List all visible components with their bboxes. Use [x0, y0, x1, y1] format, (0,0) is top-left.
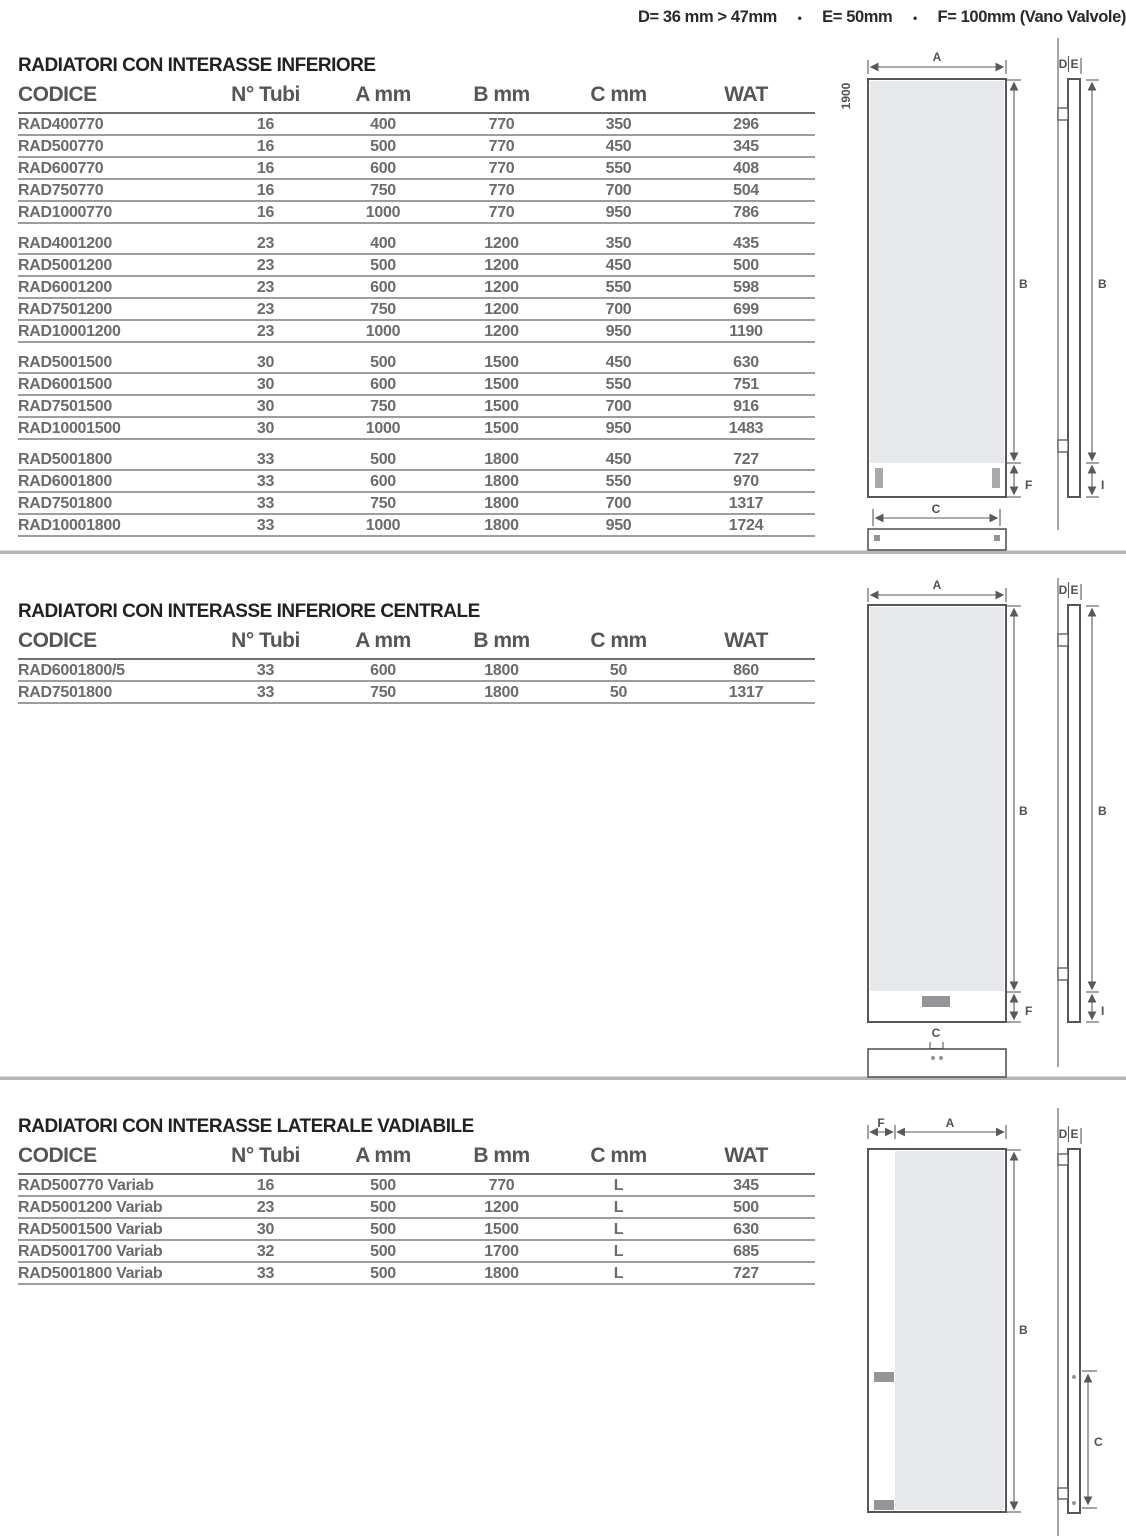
section-interasse-laterale-variabile — [18, 1117, 815, 1285]
cell-b: 1700 — [443, 1240, 560, 1262]
cell-wat: 504 — [677, 179, 815, 201]
col-codice: CODICE — [18, 629, 208, 659]
col-codice: CODICE — [18, 1144, 208, 1174]
cell-codice: RAD7501800 — [18, 681, 208, 703]
cell-tubi: 16 — [208, 113, 323, 135]
cell-c: 550 — [560, 373, 677, 395]
cell-codice: RAD5001500 — [18, 342, 208, 373]
cell-wat: 786 — [677, 201, 815, 223]
cell-b: 1200 — [443, 298, 560, 320]
cell-c: L — [560, 1218, 677, 1240]
section-interasse-inferiore-centrale — [18, 602, 815, 704]
cell-tubi: 30 — [208, 373, 323, 395]
table-row — [18, 276, 815, 298]
cell-c: 950 — [560, 320, 677, 342]
cell-wat: 860 — [677, 659, 815, 681]
height-label: 1900 — [839, 82, 853, 110]
cell-c: 700 — [560, 298, 677, 320]
cell-a: 500 — [323, 1218, 443, 1240]
dim-label-d: D — [1058, 583, 1068, 597]
legend-e: E= 50mm — [822, 8, 893, 26]
table-row — [18, 1240, 815, 1262]
cell-codice: RAD7501800 — [18, 492, 208, 514]
table-row — [18, 113, 815, 135]
cell-wat: 751 — [677, 373, 815, 395]
valve-connection-central — [922, 996, 950, 1007]
cell-c: 450 — [560, 254, 677, 276]
legend-f: F= 100mm (Vano Valvole) — [937, 8, 1126, 26]
cell-c: 950 — [560, 201, 677, 223]
cell-codice: RAD500770 — [18, 135, 208, 157]
cell-tubi: 33 — [208, 492, 323, 514]
cell-wat: 727 — [677, 439, 815, 470]
cell-c: 700 — [560, 492, 677, 514]
cell-c: 450 — [560, 135, 677, 157]
cell-tubi: 30 — [208, 1218, 323, 1240]
cell-wat: 1317 — [677, 681, 815, 703]
dim-label-a: A — [945, 1116, 955, 1130]
dim-label-b: B — [1019, 277, 1028, 291]
cell-wat: 685 — [677, 1240, 815, 1262]
cell-c: 700 — [560, 179, 677, 201]
cell-codice: RAD6001200 — [18, 276, 208, 298]
table-row — [18, 179, 815, 201]
cell-b: 1800 — [443, 1262, 560, 1284]
table-row — [18, 659, 815, 681]
side-view — [1058, 38, 1107, 530]
cell-b: 1500 — [443, 395, 560, 417]
cell-tubi: 23 — [208, 320, 323, 342]
cell-a: 500 — [323, 1240, 443, 1262]
table-row — [18, 492, 815, 514]
cell-a: 500 — [323, 254, 443, 276]
cell-codice: RAD1000770 — [18, 201, 208, 223]
cell-a: 750 — [323, 681, 443, 703]
legend-bullet-2: • — [913, 10, 917, 25]
cell-b: 1800 — [443, 439, 560, 470]
front-view — [839, 50, 1032, 550]
table-row — [18, 1196, 815, 1218]
cell-b: 1500 — [443, 1218, 560, 1240]
cell-tubi: 16 — [208, 1174, 323, 1196]
dim-label-b: B — [1019, 804, 1028, 818]
cell-c: 550 — [560, 470, 677, 492]
section-title: RADIATORI CON INTERASSE INFERIORE — [18, 55, 376, 76]
cell-codice: RAD10001500 — [18, 417, 208, 439]
dim-label-i: I — [1101, 478, 1105, 492]
col-b: B mm — [443, 83, 560, 113]
spec-table-laterale-variabile — [18, 1144, 815, 1285]
cell-wat: 296 — [677, 113, 815, 135]
cell-b: 1800 — [443, 492, 560, 514]
cell-tubi: 23 — [208, 223, 323, 254]
cell-wat: 630 — [677, 342, 815, 373]
dim-label-e: E — [1070, 583, 1079, 597]
cell-c: 350 — [560, 113, 677, 135]
cell-wat: 500 — [677, 254, 815, 276]
cell-b: 770 — [443, 157, 560, 179]
header-row — [18, 1144, 815, 1174]
cell-tubi: 33 — [208, 439, 323, 470]
dim-label-b-side: B — [1098, 277, 1107, 291]
cell-b: 1800 — [443, 514, 560, 536]
cell-c: L — [560, 1196, 677, 1218]
cell-codice: RAD6001800/5 — [18, 659, 208, 681]
cell-wat: 630 — [677, 1218, 815, 1240]
table-row — [18, 135, 815, 157]
legend-d: D= 36 mm > 47mm — [638, 8, 777, 26]
cell-codice: RAD750770 — [18, 179, 208, 201]
cell-a: 600 — [323, 470, 443, 492]
cell-c: 950 — [560, 417, 677, 439]
cell-c: 50 — [560, 659, 677, 681]
cell-b: 1200 — [443, 276, 560, 298]
cell-codice: RAD5001800 Variab — [18, 1262, 208, 1284]
col-wat: WAT — [677, 83, 815, 113]
dim-label-f: F — [877, 1116, 885, 1130]
cell-tubi: 16 — [208, 157, 323, 179]
cell-codice: RAD10001800 — [18, 514, 208, 536]
table-row — [18, 681, 815, 703]
cell-b: 1500 — [443, 342, 560, 373]
dim-label-d: D — [1058, 1127, 1068, 1141]
cell-c: 550 — [560, 276, 677, 298]
cell-c: L — [560, 1174, 677, 1196]
cell-c: 450 — [560, 439, 677, 470]
cell-codice: RAD400770 — [18, 113, 208, 135]
cell-wat: 598 — [677, 276, 815, 298]
table-row — [18, 342, 815, 373]
valve-connection-upper — [874, 1372, 894, 1382]
side-view — [1058, 578, 1107, 1067]
col-c: C mm — [560, 629, 677, 659]
cell-a: 750 — [323, 179, 443, 201]
col-wat: WAT — [677, 1144, 815, 1174]
table-row — [18, 223, 815, 254]
cell-b: 770 — [443, 1174, 560, 1196]
cell-a: 500 — [323, 439, 443, 470]
spec-table-inferiore-centrale — [18, 629, 815, 704]
cell-a: 500 — [323, 1262, 443, 1284]
cell-wat: 970 — [677, 470, 815, 492]
cell-a: 1000 — [323, 417, 443, 439]
cell-c: 350 — [560, 223, 677, 254]
legend-bullet-1: • — [797, 10, 802, 25]
cell-c: 550 — [560, 157, 677, 179]
cell-codice: RAD6001800 — [18, 470, 208, 492]
dim-label-e: E — [1070, 1127, 1079, 1141]
section-title: RADIATORI CON INTERASSE LATERALE VADIABILE — [18, 1116, 474, 1137]
top-view — [868, 529, 1006, 550]
col-b: B mm — [443, 629, 560, 659]
cell-wat: 1724 — [677, 514, 815, 536]
dim-label-i: I — [1101, 1004, 1105, 1018]
cell-b: 770 — [443, 113, 560, 135]
cell-tubi: 33 — [208, 659, 323, 681]
table-row — [18, 157, 815, 179]
cell-b: 1500 — [443, 373, 560, 395]
cell-b: 1200 — [443, 320, 560, 342]
cell-tubi: 23 — [208, 298, 323, 320]
cell-a: 500 — [323, 135, 443, 157]
cell-b: 1200 — [443, 223, 560, 254]
cell-codice: RAD5001200 Variab — [18, 1196, 208, 1218]
header-row — [18, 629, 815, 659]
col-c: C mm — [560, 83, 677, 113]
section-interasse-inferiore — [18, 56, 815, 537]
wall-bracket-bottom — [1058, 968, 1068, 980]
cell-b: 1800 — [443, 659, 560, 681]
dimension-legend — [638, 8, 1126, 27]
cell-a: 400 — [323, 223, 443, 254]
cell-tubi: 33 — [208, 470, 323, 492]
cell-b: 1500 — [443, 417, 560, 439]
cell-codice: RAD7501200 — [18, 298, 208, 320]
front-view — [868, 1116, 1028, 1512]
cell-b: 1800 — [443, 470, 560, 492]
valve-connection-left — [875, 468, 883, 488]
cell-tubi: 23 — [208, 276, 323, 298]
cell-tubi: 33 — [208, 681, 323, 703]
dim-label-f: F — [1025, 1004, 1033, 1018]
table-row — [18, 470, 815, 492]
cell-a: 750 — [323, 395, 443, 417]
col-codice: CODICE — [18, 83, 208, 113]
cell-c: 700 — [560, 395, 677, 417]
cell-b: 1200 — [443, 254, 560, 276]
table-row — [18, 254, 815, 276]
table-row — [18, 417, 815, 439]
cell-b: 770 — [443, 179, 560, 201]
cell-a: 600 — [323, 157, 443, 179]
wall-bracket-bottom — [1058, 440, 1068, 452]
cell-tubi: 16 — [208, 135, 323, 157]
dim-label-c-small: C — [931, 1026, 941, 1040]
cell-b: 770 — [443, 201, 560, 223]
top-view — [868, 1049, 1006, 1077]
cell-a: 600 — [323, 276, 443, 298]
table-row — [18, 320, 815, 342]
cell-codice: RAD5001500 Variab — [18, 1218, 208, 1240]
cell-a: 1000 — [323, 201, 443, 223]
col-wat: WAT — [677, 629, 815, 659]
cell-codice: RAD5001200 — [18, 254, 208, 276]
col-tubi: N° Tubi — [208, 1144, 323, 1174]
cell-tubi: 16 — [208, 201, 323, 223]
cell-tubi: 33 — [208, 1262, 323, 1284]
cell-wat: 345 — [677, 1174, 815, 1196]
table-row — [18, 373, 815, 395]
cell-a: 600 — [323, 659, 443, 681]
connection-point-upper — [1072, 1375, 1076, 1379]
col-a: A mm — [323, 83, 443, 113]
diagram-interasse-inferiore — [836, 30, 1126, 552]
col-c: C mm — [560, 1144, 677, 1174]
table-row — [18, 514, 815, 536]
cell-wat: 699 — [677, 298, 815, 320]
diagram-interasse-inferiore-centrale — [836, 575, 1126, 1078]
col-a: A mm — [323, 1144, 443, 1174]
cell-tubi: 30 — [208, 342, 323, 373]
cell-a: 600 — [323, 373, 443, 395]
cell-wat: 1317 — [677, 492, 815, 514]
cell-a: 750 — [323, 298, 443, 320]
dim-label-d: D — [1058, 57, 1068, 71]
cell-wat: 408 — [677, 157, 815, 179]
spec-table-inferiore — [18, 83, 815, 537]
cell-tubi: 30 — [208, 395, 323, 417]
table-row — [18, 395, 815, 417]
diagram-interasse-laterale-variabile — [836, 1100, 1126, 1538]
col-tubi: N° Tubi — [208, 83, 323, 113]
dim-label-f: F — [1025, 478, 1033, 492]
cell-codice: RAD600770 — [18, 157, 208, 179]
cell-b: 1800 — [443, 681, 560, 703]
cell-wat: 916 — [677, 395, 815, 417]
cell-tubi: 23 — [208, 1196, 323, 1218]
wall-bracket-top — [1058, 108, 1068, 120]
cell-a: 1000 — [323, 320, 443, 342]
table-row — [18, 439, 815, 470]
dim-label-a: A — [932, 578, 942, 592]
cell-tubi: 32 — [208, 1240, 323, 1262]
cell-tubi: 23 — [208, 254, 323, 276]
cell-b: 770 — [443, 135, 560, 157]
table-row — [18, 1262, 815, 1284]
cell-codice: RAD5001700 Variab — [18, 1240, 208, 1262]
cell-tubi: 33 — [208, 514, 323, 536]
cell-codice: RAD5001800 — [18, 439, 208, 470]
cell-c: 950 — [560, 514, 677, 536]
side-view — [1058, 1108, 1103, 1536]
cell-a: 500 — [323, 1174, 443, 1196]
cell-b: 1200 — [443, 1196, 560, 1218]
cell-wat: 345 — [677, 135, 815, 157]
front-view — [868, 578, 1032, 1077]
cell-codice: RAD500770 Variab — [18, 1174, 208, 1196]
cell-codice: RAD4001200 — [18, 223, 208, 254]
cell-wat: 500 — [677, 1196, 815, 1218]
cell-a: 400 — [323, 113, 443, 135]
dim-label-e: E — [1070, 57, 1079, 71]
cell-wat: 727 — [677, 1262, 815, 1284]
header-row — [18, 83, 815, 113]
wall-bracket-top — [1058, 1154, 1068, 1165]
cell-a: 1000 — [323, 514, 443, 536]
valve-connection-lower — [874, 1500, 894, 1510]
col-a: A mm — [323, 629, 443, 659]
col-tubi: N° Tubi — [208, 629, 323, 659]
cell-wat: 435 — [677, 223, 815, 254]
cell-wat: 1190 — [677, 320, 815, 342]
cell-tubi: 30 — [208, 417, 323, 439]
dim-label-c: C — [1094, 1435, 1103, 1449]
cell-c: L — [560, 1240, 677, 1262]
dim-label-b-side: B — [1098, 804, 1107, 818]
cell-codice: RAD6001500 — [18, 373, 208, 395]
cell-a: 500 — [323, 342, 443, 373]
wall-bracket-top — [1058, 634, 1068, 646]
connection-point-lower — [1072, 1501, 1076, 1505]
table-row — [18, 298, 815, 320]
wall-bracket-bottom — [1058, 1488, 1068, 1499]
cell-wat: 1483 — [677, 417, 815, 439]
section-title: RADIATORI CON INTERASSE INFERIORE CENTRALE — [18, 601, 480, 622]
dim-label-c: C — [931, 502, 941, 516]
table-row — [18, 1218, 815, 1240]
cell-tubi: 16 — [208, 179, 323, 201]
cell-c: 50 — [560, 681, 677, 703]
cell-a: 750 — [323, 492, 443, 514]
valve-connection-right — [992, 468, 1000, 488]
cell-codice: RAD7501500 — [18, 395, 208, 417]
col-b: B mm — [443, 1144, 560, 1174]
cell-codice: RAD10001200 — [18, 320, 208, 342]
cell-c: L — [560, 1262, 677, 1284]
dim-label-b: B — [1019, 1323, 1028, 1337]
cell-a: 500 — [323, 1196, 443, 1218]
table-row — [18, 1174, 815, 1196]
table-row — [18, 201, 815, 223]
dim-label-a: A — [932, 50, 942, 64]
cell-c: 450 — [560, 342, 677, 373]
